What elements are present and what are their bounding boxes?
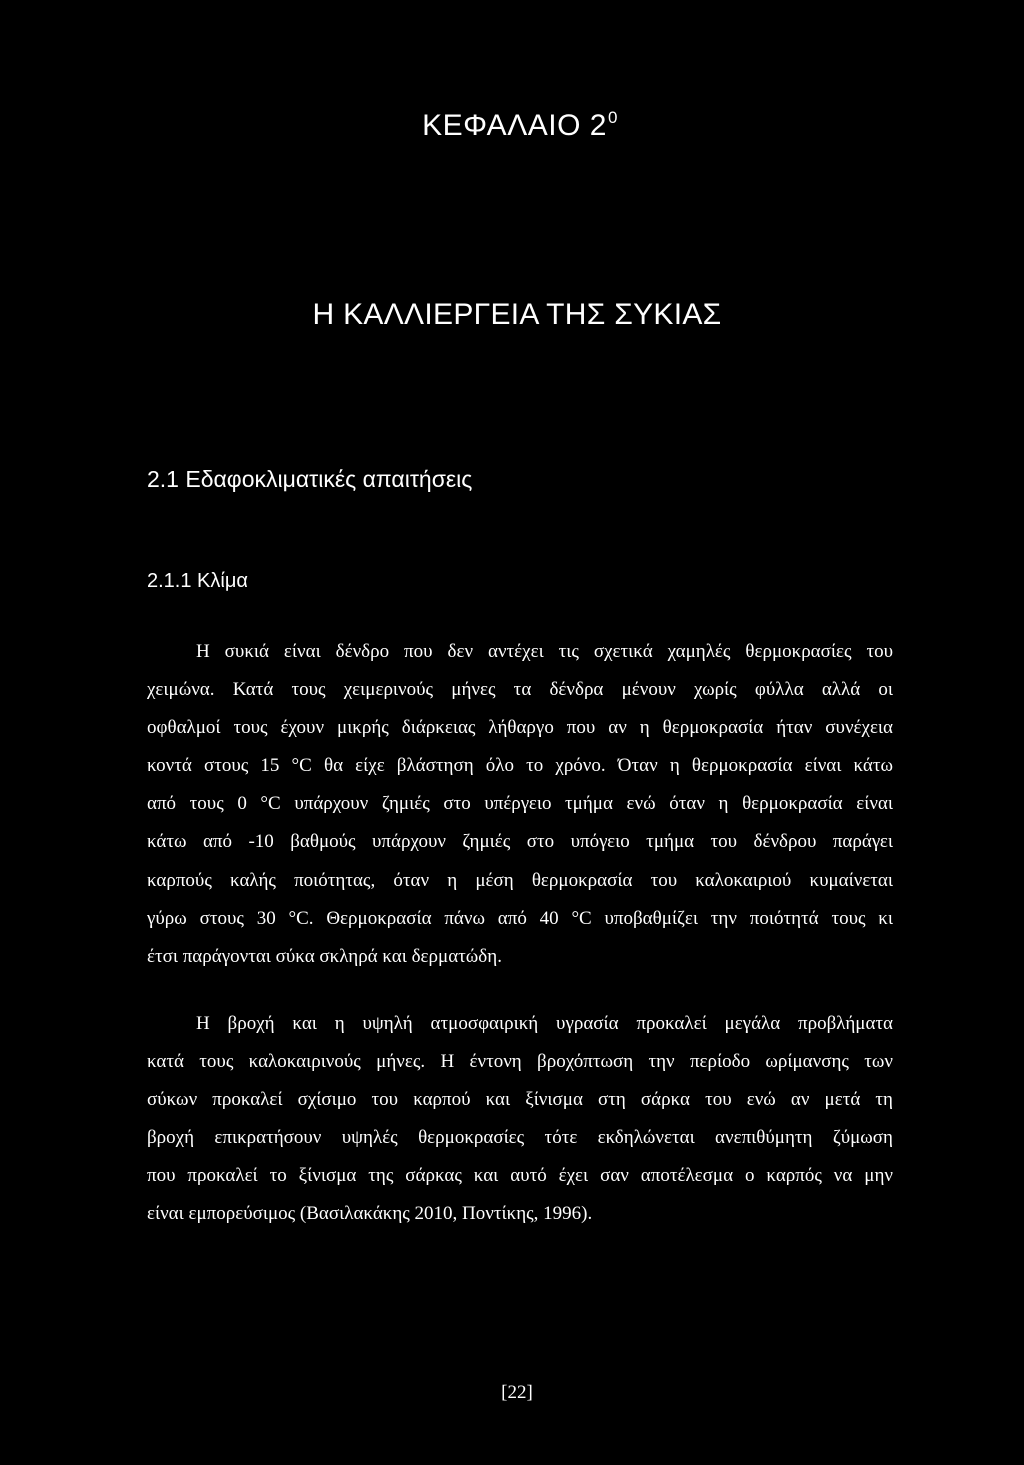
paragraph-rain-humidity bbox=[147, 1005, 893, 1234]
page-number: [22] bbox=[501, 1382, 533, 1403]
page-title: Η ΚΑΛΛΙΕΡΓΕΙΑ ΤΗΣ ΣΥΚΙΑΣ bbox=[312, 298, 722, 331]
chapter-label-text: ΚΕΦΑΛΑΙΟ 2 bbox=[422, 109, 607, 142]
paragraph-line: οφθαλμοί τους έχουν μικρής διάρκειας λήθαργο που αν η θερμοκρασία ήταν συνέχεια bbox=[147, 717, 893, 739]
paragraph-line: έτσι παράγονται σύκα σκληρά και δερματώδη. bbox=[147, 945, 502, 967]
chapter-label bbox=[0, 108, 1024, 143]
paragraph-line: καρπούς καλής ποιότητας, όταν η μέση θερμοκρασία του καλοκαιριού κυμαίνεται bbox=[147, 869, 893, 891]
paragraph-line: βροχή επικρατήσουν υψηλές θερμοκρασίες τότε εκδηλώνεται ανεπιθύμητη ζύμωση bbox=[147, 1127, 893, 1149]
subsection-heading: 2.1.1 Κλίμα bbox=[147, 570, 248, 592]
paragraph-line: σύκων προκαλεί σχίσιμο του καρπού και ξίνισμα στη σάρκα του ενώ αν μετά τη bbox=[147, 1089, 893, 1111]
paragraph-line: είναι εμπορεύσιμος (Βασιλακάκης 2010, Ποντίκης, 1996). bbox=[147, 1203, 593, 1225]
section-heading: 2.1 Εδαφοκλιματικές απαιτήσεις bbox=[147, 466, 473, 492]
paragraph-line: κοντά στους 15 °C θα είχε βλάστηση όλο το χρόνο. Όταν η θερμοκρασία είναι κάτω bbox=[147, 755, 893, 777]
paragraph-line: χειμώνα. Κατά τους χειμερινούς μήνες τα δένδρα μένουν χωρίς φύλλα αλλά οι bbox=[147, 679, 893, 701]
paragraph-line: από τους 0 °C υπάρχουν ζημιές στο υπέργειο τμήμα ενώ όταν η θερμοκρασία είναι bbox=[147, 793, 893, 815]
paragraph-line: γύρω στους 30 °C. Θερμοκρασία πάνω από 40 °C υποβαθμίζει την ποιότητά τους κι bbox=[147, 907, 893, 929]
paragraph-climate-temperature bbox=[147, 633, 893, 976]
paragraph-line: Η βροχή και η υψηλή ατμοσφαιρική υγρασία προκαλεί μεγάλα προβλήματα bbox=[196, 1013, 893, 1034]
paragraph-line: που προκαλεί το ξίνισμα της σάρκας και αυτό έχει σαν αποτέλεσμα ο καρπός να μην bbox=[147, 1165, 893, 1187]
paragraph-line: κάτω από -10 βαθμούς υπάρχουν ζημιές στο υπόγειο τμήμα του δένδρου παράγει bbox=[147, 831, 893, 853]
chapter-superscript: 0 bbox=[607, 108, 618, 127]
paragraph-line: κατά τους καλοκαιρινούς μήνες. Η έντονη βροχόπτωση την περίοδο ωρίμανσης των bbox=[147, 1051, 893, 1073]
paragraph-line: Η συκιά είναι δένδρο που δεν αντέχει τις σχετικά χαμηλές θερμοκρασίες του bbox=[196, 641, 893, 662]
